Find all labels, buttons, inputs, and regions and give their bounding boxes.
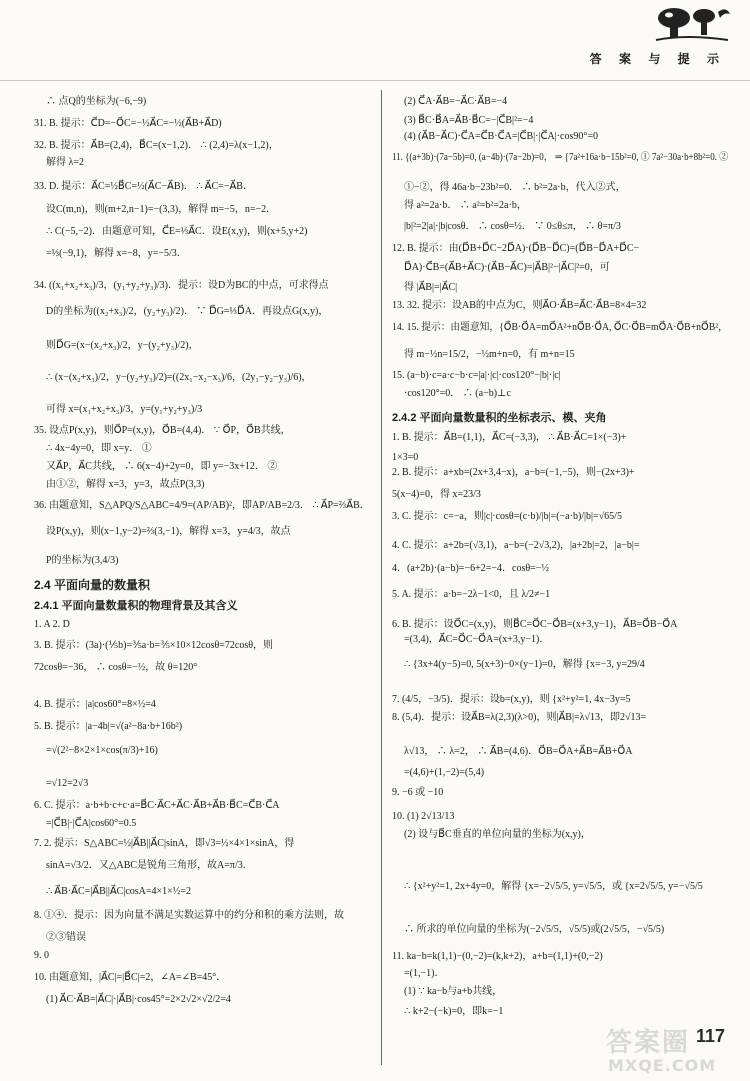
right-text-line: 13. 32. 提示：设AB的中点为C，则A⃗O·A⃗B=A⃗C·A⃗B=8×4=32 (392, 300, 647, 311)
right-text-line: ∴ 所求的单位向量的坐标为(−2√5/5，√5/5)或(2√5/5，−√5/5) (404, 924, 665, 935)
left-text-line: ②③错误 (46, 932, 86, 943)
right-text-line: 3. C. 提示：c=−a，则|c|·cosθ=(c·b)/|b|=(−a·b)/|b|=√65/5 (392, 511, 622, 522)
right-text-line: 4．(a+2b)·(a−b)=−6+2=−4．cosθ=−½ (392, 563, 549, 574)
right-text-line: 6. B. 提示：设O⃗C=(x,y)，则B⃗C=O⃗C−O⃗B=(x+3,y−1)，A⃗B=O⃗B−O⃗A (392, 619, 678, 630)
right-section-heading: 2.4.2 平面向量数量积的坐标表示、模、夹角 (392, 412, 607, 424)
right-text-line: (2) C⃗A·A⃗B=−A⃗C·A⃗B=−4 (404, 96, 508, 107)
right-text-line: (2) 设与B⃗C垂直的单位向量的坐标为(x,y)， (404, 829, 591, 840)
left-text-line: 34. ((x₁+x₂+x₃)/3，(y₁+y₂+y₃)/3)．提示：设D为BC的中点，可求得点 (34, 280, 329, 291)
left-text-line: (1) A⃗C·A⃗B=|A⃗C|·|A⃗B|·cos45°=2×2√2×√2/2=4 (46, 994, 231, 1005)
left-text-line: ∴ A⃗B·A⃗C=|A⃗B||A⃗C|cosA=4×1×½=2 (46, 886, 191, 897)
left-text-line: 又A⃗P，A⃗C共线， ∴ 6(x−4)+2y=0，即 y=−3x+12． ② (46, 461, 278, 472)
left-text-line: =|C⃗B|·|C⃗A|cos60°=0.5 (46, 818, 137, 829)
right-text-line: 10. (1) 2√13/13 (392, 811, 455, 822)
right-text-line: 11. ka−b=k(1,1)−(0,−2)=(k,k+2)，a+b=(1,1)+(0,−2) (392, 951, 603, 962)
right-text-line: =(1,−1)． (404, 968, 445, 979)
right-text-line: (1) ∵ ka−b与a+b共线， (404, 986, 503, 997)
left-text-line: 7. 2. 提示：S△ABC=½|A⃗B||A⃗C|sinA，即√3=½×4×1×sinA，得 (34, 838, 295, 849)
right-text-line: 7. (4/5，−3/5)．提示：设b=(x,y)，则 {x²+y²=1, 4x−3y=5 (392, 694, 631, 705)
left-text-line: ∴ 点Q的坐标为(−6,−9) (46, 96, 147, 107)
left-section-heading: 2.4 平面向量的数量积 (34, 578, 151, 592)
left-text-line: 3. B. 提示：(3a)·(⅕b)=⅗a·b=⅗×10×12cosθ=72cosθ，则 (34, 640, 274, 651)
right-text-line: ∴ {3x+4(y−5)=0, 5(x+3)−0×(y−1)=0，解得 {x=−3, y=29/4 (404, 659, 645, 670)
right-text-line: (3) B⃗C·B⃗A=A⃗B·B⃗C=−|C⃗B|²=−4 (404, 115, 534, 126)
right-text-line: ∴ k+2−(−k)=0，即k=−1 (404, 1006, 504, 1017)
right-text-line: 14. 15. 提示：由题意知，{O⃗B·O⃗A=mO⃗A²+nO⃗B·O⃗A, O⃗C·O⃗B=mO⃗A·O⃗B+nO⃗B²， (392, 322, 728, 333)
header-title: 答 案 与 提 示 (589, 52, 726, 66)
left-text-line: 1. A 2. D (34, 619, 70, 630)
right-text-line: ∴ {x²+y²=1, 2x+4y=0，解得 {x=−2√5/5, y=√5/5，或 {x=2√5/5, y=−√5/5 (404, 881, 703, 892)
left-text-line: ∴ 4x−4y=0，即 x=y． ① (46, 443, 152, 454)
left-text-line: 5. B. 提示：|a−4b|=√(a²−8a·b+16b²) (34, 721, 183, 732)
right-text-line: 9. −6 或 −10 (392, 787, 444, 798)
right-text-line: ①−②，得 46a·b−23b²=0． ∴ b²=2a·b，代入②式， (404, 182, 626, 193)
left-text-line: 32. B. 提示：A⃗B=(2,4)，B⃗C=(x−1,2)． ∴ (2,4)=λ(x−1,2)， (34, 140, 279, 151)
watermark-logo-text: 答案圈 (606, 1028, 691, 1058)
left-text-line: 9. 0 (34, 950, 49, 961)
left-text-line: sinA=√3/2．又△ABC是锐角三角形，故A=π/3． (46, 860, 253, 871)
right-text-line: =(3,4)，A⃗C=O⃗C−O⃗A=(x+3,y−1)． (404, 634, 550, 645)
left-text-line: ∴ (x−(x₂+x₃)/2，y−(y₂+y₃)/2)=((2x₁−x₂−x₃)/6，(2y₁−y₂−y₃)/6)， (46, 372, 312, 383)
right-text-line: λ√13， ∴ λ=2， ∴ A⃗B=(4,6)．O⃗B=O⃗A+A⃗B=A⃗B+O⃗A (404, 746, 633, 757)
right-text-line: 4. C. 提示：a+2b=(√3,1)，a−b=(−2√3,2)，|a+2b|=2，|a−b|= (392, 540, 640, 551)
left-text-line: ∴ C(−5,−2)．由题意可知，C⃗E=⅓A⃗C．设E(x,y)，则(x+5,y+2) (46, 226, 308, 237)
left-text-line: P的坐标为(3,4/3) (46, 555, 119, 566)
left-text-line: 33. D. 提示：A⃗C=½B⃗C=½(A⃗C−A⃗B)． ∴ A⃗C=−A⃗B． (34, 181, 253, 192)
right-text-line: 1. B. 提示：A⃗B=(1,1)，A⃗C=(−3,3)， ∴ A⃗B·A⃗C=1×(−3)+ (392, 432, 627, 443)
left-section-heading: 2.4.1 平面向量数量积的物理背景及其含义 (34, 600, 238, 612)
left-text-line: D的坐标为((x₂+x₃)/2，(y₂+y₃)/2)． ∵ D⃗G=⅓D⃗A．再设点G(x,y)， (46, 306, 329, 317)
left-text-line: 设C(m,n)，则(m+2,n−1)=−(3,3)，解得 m=−5，n=−2． (46, 204, 277, 215)
left-text-line: =√(2²−8×2×1×cos(π/3)+16) (46, 745, 158, 756)
right-text-line: ·cos120°=0． ∴ (a−b)⊥c (404, 388, 511, 399)
right-text-line: 得 |A⃗B|=|A⃗C| (404, 282, 458, 293)
right-text-line: 15. (a−b)·c=a·c−b·c=|a|·|c|·cos120°−|b|·|c| (392, 370, 561, 381)
right-text-line: |b|²=2|a|·|b|cosθ． ∴ cosθ=½． ∵ 0≤θ≤π， ∴ θ=π/3 (404, 221, 621, 232)
right-text-line: 11. {(a+3b)·(7a−5b)=0, (a−4b)·(7a−2b)=0， ⇒ {7a²+16a·b−15b²=0, ① 7a²−30a·b+8b²=0. ② (392, 152, 729, 163)
left-text-line: 72cosθ=−36， ∴ cosθ=−½，故 θ=120° (34, 662, 198, 673)
page-header (0, 0, 750, 80)
left-text-line: 35. 设点P(x,y)，则O⃗P=(x,y)，O⃗B=(4,4)． ∵ O⃗P，O⃗B共线， (34, 425, 291, 436)
watermark-url: MXQE.COM (608, 1056, 717, 1075)
right-text-line: 12. B. 提示：由(D⃗B+D⃗C−2D⃗A)·(D⃗B−D⃗C)=(D⃗B−D⃗A+D⃗C− (392, 243, 640, 254)
right-text-line: 得 m−½n=15/2，−½m+n=0，有 m+n=15 (404, 349, 575, 360)
right-text-line: 8. (5,4)．提示：设A⃗B=λ(2,3)(λ>0)，则|A⃗B|=λ√13，即2√13= (392, 712, 647, 723)
right-text-line: 1×3=0 (392, 452, 419, 463)
left-text-line: 10. 由题意知，|A⃗C|=|B⃗C|=2，∠A=∠B=45°． (34, 972, 227, 983)
left-text-line: 解得 λ=2 (46, 157, 84, 168)
left-text-line: 则D⃗G=(x−(x₂+x₃)/2，y−(y₂+y₃)/2)， (46, 340, 199, 351)
left-text-line: 设P(x,y)，则(x−1,y−2)=⅔(3,−1)，解得 x=3，y=4/3，故点 (46, 526, 291, 537)
left-text-line: 由①②，解得 x=3，y=3，故点P(3,3) (46, 479, 205, 490)
header-rule (0, 80, 750, 81)
left-text-line: 36. 由题意知，S△APQ/S△ABC=4/9=(AP/AB)²，即AP/AB=2/3． ∴ A⃗P=⅔A⃗B． (34, 500, 370, 511)
right-text-line: 得 a²=2a·b． ∴ a²=b²=2a·b， (404, 200, 527, 211)
left-text-line: 8. ①④．提示：因为向量不满足实数运算中的约分和积的乘方法则，故 (34, 910, 344, 921)
right-text-line: 2. B. 提示：a+xb=(2x+3,4−x)，a−b=(−1,−5)，则−(2x+3)+ (392, 467, 635, 478)
mushroom-logo-icon (652, 4, 732, 44)
left-text-line: =⅓(−9,1)，解得 x=−8，y=−5/3． (46, 248, 187, 259)
right-text-line: 5(x−4)=0，得 x=23/3 (392, 489, 481, 500)
right-text-line: =(4,6)+(1,−2)=(5,4) (404, 767, 485, 778)
right-text-line: (4) (A⃗B−A⃗C)·C⃗A=C⃗B·C⃗A=|C⃗B|·|C⃗A|·cos90°=0 (404, 131, 598, 142)
column-divider (381, 90, 382, 1065)
right-text-line: D⃗A)·C⃗B=(A⃗B+A⃗C)·(A⃗B−A⃗C)=|A⃗B|²−|A⃗C|²=0，可 (404, 262, 610, 273)
right-text-line: 5. A. 提示：a·b=−2λ−1<0，且 λ/2≠−1 (392, 589, 551, 600)
left-text-line: 31. B. 提示：C⃗D=−O⃗C=−½A⃗C=−½(A⃗B+A⃗D) (34, 118, 222, 129)
left-text-line: 6. C. 提示：a·b+b·c+c·a=B⃗C·A⃗C+A⃗C·A⃗B+A⃗B·B⃗C=C⃗B·C⃗A (34, 800, 280, 811)
left-text-line: =√12=2√3 (46, 778, 89, 789)
page-number: 117 (696, 1026, 726, 1046)
left-text-line: 可得 x=(x₁+x₂+x₃)/3，y=(y₁+y₂+y₃)/3 (46, 404, 203, 415)
left-text-line: 4. B. 提示：|a|cos60°=8×½=4 (34, 699, 156, 710)
